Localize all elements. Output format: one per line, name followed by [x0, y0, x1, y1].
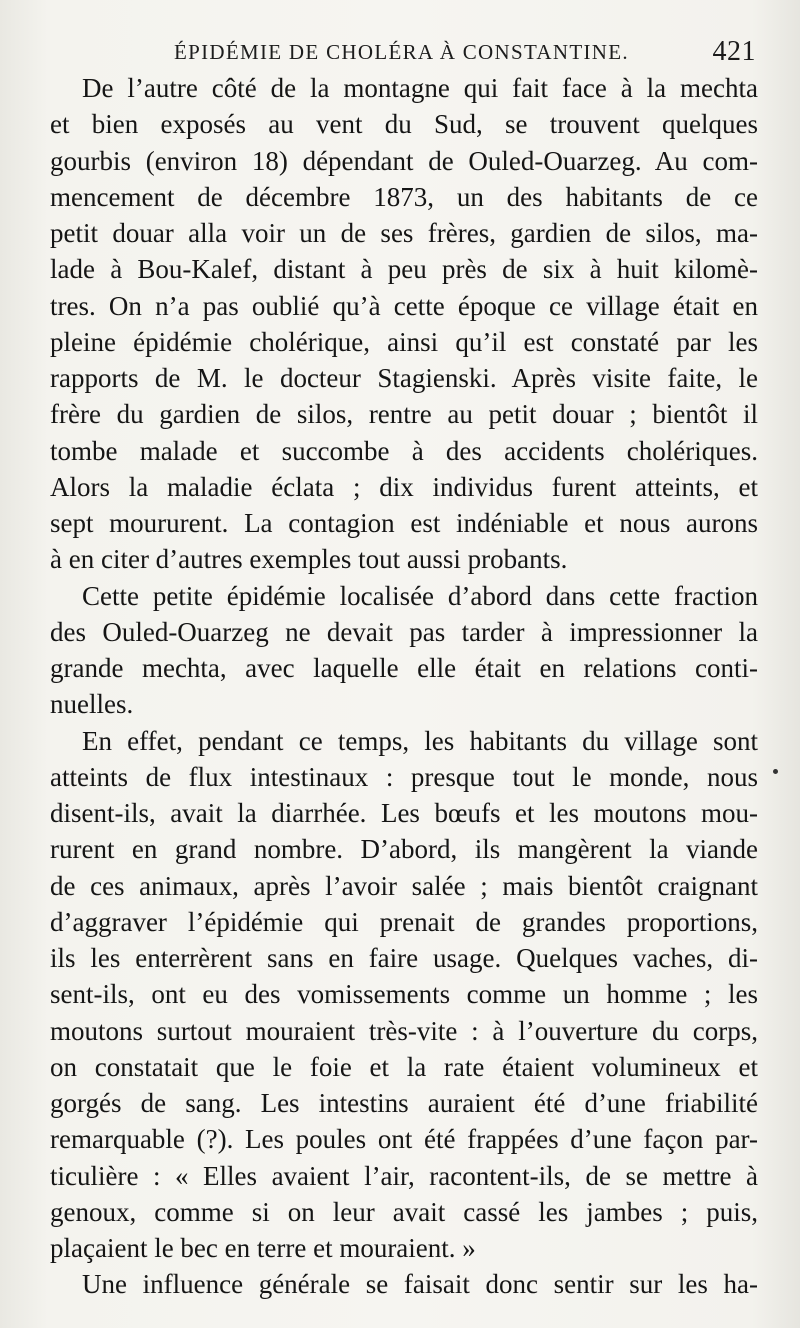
- text-line: petit douar alla voir un de ses frères, gardien de silos, ma-: [50, 218, 758, 248]
- text-line: atteints de flux intestinaux : presque tout le monde, nous: [50, 761, 758, 792]
- running-head: ÉPIDÉMIE DE CHOLÉRA À CONSTANTINE.: [174, 40, 629, 64]
- text-line: Alors la maladie éclata ; dix individus furent atteints, et: [50, 471, 758, 502]
- text-line: frère du gardien de silos, rentre au petit douar ; bientôt il: [50, 399, 758, 430]
- text-line: En effet, pendant ce temps, les habitants du village sont: [82, 725, 758, 756]
- text-line: ils les enterrèrent sans en faire usage. Quelques vaches, di-: [50, 943, 758, 973]
- text-line: tres. On n’a pas oublié qu’à cette époque ce village était en: [50, 290, 758, 321]
- text-line: des Ouled-Ouarzeg ne devait pas tarder à impressionner la: [50, 616, 758, 647]
- paragraph-1: [50, 70, 758, 578]
- text-line: et bien exposés au vent du Sud, se trouvent quelques: [50, 109, 758, 140]
- text-line: tombe malade et succombe à des accidents cholériques.: [50, 435, 758, 466]
- text-line: rapports de M. le docteur Stagienski. Après visite faite, le: [50, 363, 758, 393]
- page-number: 421: [712, 36, 756, 67]
- text-line: sent-ils, ont eu des vomissements comme un homme ; les: [50, 979, 758, 1010]
- margin-dot: [773, 769, 778, 774]
- paragraph-3: [50, 723, 758, 1267]
- text-line: gorgés de sang. Les intestins auraient été d’une friabilité: [50, 1088, 758, 1118]
- text-line: Cette petite épidémie localisée d’abord dans cette fraction: [82, 580, 758, 611]
- text-line: Une influence générale se faisait donc sentir sur les ha-: [82, 1269, 758, 1300]
- text-line: moutons surtout mouraient très-vite : à l’ouverture du corps,: [50, 1015, 758, 1046]
- text-line: sept moururent. La contagion est indéniable et nous aurons: [50, 508, 758, 538]
- text-line: nuelles.: [50, 689, 134, 720]
- text-line: ticulière : « Elles avaient l’air, racontent-ils, de se mettre à: [50, 1160, 758, 1191]
- text-line: De l’autre côté de la montagne qui fait face à la mechta: [82, 73, 758, 103]
- text-line: grande mechta, avec laquelle elle était en relations conti-: [50, 653, 758, 683]
- text-line: disent-ils, avait la diarrhée. Les bœufs et les moutons mou-: [50, 798, 758, 828]
- paragraph-2: [50, 578, 758, 723]
- text-line: rurent en grand nombre. D’abord, ils mangèrent la viande: [50, 834, 758, 865]
- text-line: on constatait que le foie et la rate étaient volumineux et: [50, 1051, 758, 1082]
- text-line: lade à Bou-Kalef, distant à peu près de six à huit kilomè-: [50, 254, 758, 285]
- text-line: mencement de décembre 1873, un des habitants de ce: [50, 181, 758, 212]
- text-line: pleine épidémie cholérique, ainsi qu’il est constaté par les: [50, 326, 758, 357]
- paragraph-4: [50, 1266, 758, 1302]
- text-line: remarquable (?). Les poules ont été frappées d’une façon par-: [50, 1124, 758, 1155]
- text-line: genoux, comme si on leur avait cassé les jambes ; puis,: [50, 1196, 758, 1227]
- text-line: à en citer d’autres exemples tout aussi probants.: [50, 544, 568, 575]
- text-line: d’aggraver l’épidémie qui prenait de grandes proportions,: [50, 906, 758, 937]
- text-line: plaçaient le bec en terre et mouraient. »: [50, 1233, 476, 1263]
- text-line: gourbis (environ 18) dépendant de Ouled-Ouarzeg. Au com-: [50, 145, 758, 176]
- body-text: [50, 70, 758, 1303]
- text-line: de ces animaux, après l’avoir salée ; mais bientôt craignant: [50, 870, 758, 901]
